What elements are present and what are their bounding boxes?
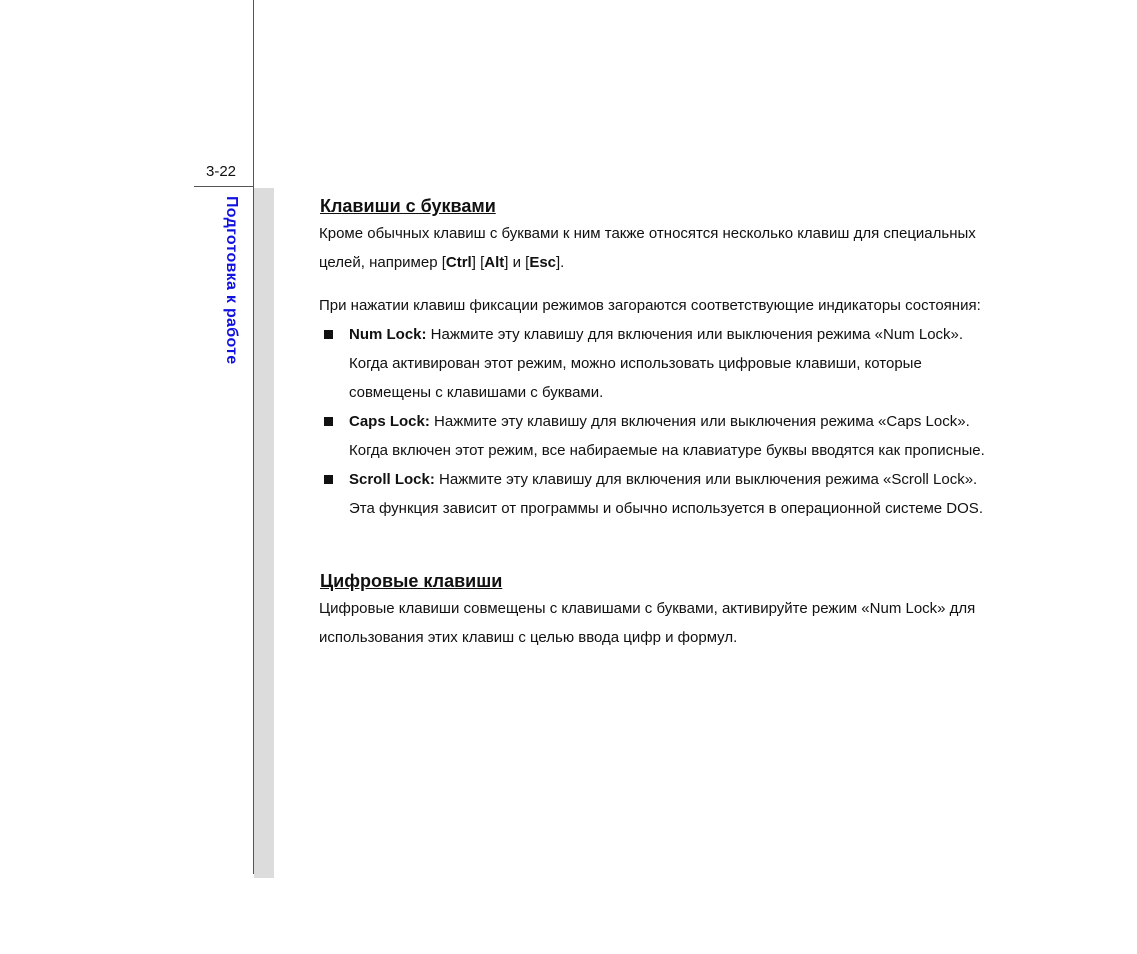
- key-ctrl: Ctrl: [445, 254, 472, 271]
- numeric-line-2: использования этих клавиш с целью ввода цифр и формул.: [319, 629, 738, 646]
- lock-keys-list: [319, 320, 1039, 523]
- list-item-scroll-lock-cont-1: Эта функция зависит от программы и обычно используется в операционной системе DOS.: [349, 500, 983, 517]
- intro-prefix: целей, например [: [319, 254, 446, 271]
- intro-sep-2: ] и [: [504, 254, 530, 271]
- section-label: Подготовка к работе: [223, 196, 240, 365]
- intro-line-1: Кроме обычных клавиш с буквами к ним также относятся несколько клавиш для специальных: [319, 225, 976, 242]
- intro-sep-1: ] [: [471, 254, 485, 271]
- margin-bar: [254, 188, 274, 878]
- list-item-caps-lock: [319, 407, 1039, 436]
- key-alt: Alt: [484, 254, 505, 271]
- heading-letter-keys: Клавиши с буквами: [320, 196, 496, 216]
- list-item-num-lock: [319, 320, 1039, 349]
- caps-lock-text-1: Нажмите эту клавишу для включения или выключения режима «Caps Lock».: [429, 413, 970, 430]
- heading-numeric-keys: Цифровые клавиши: [320, 571, 503, 591]
- intro-suffix: ].: [556, 254, 565, 271]
- indicators-intro: При нажатии клавиш фиксации режимов загораются соответствующие индикаторы состояния:: [319, 297, 981, 314]
- list-item-num-lock-cont-2: совмещены с клавишами с буквами.: [349, 384, 604, 401]
- page-number: 3-22: [206, 163, 237, 180]
- bullet-square-icon: [324, 330, 333, 339]
- list-item-scroll-lock: [319, 465, 1039, 494]
- bullet-square-icon: [324, 475, 333, 484]
- page-number-rule: [194, 186, 254, 187]
- intro-line-2: [319, 248, 1039, 277]
- list-item-caps-lock-cont-1: Когда включен этот режим, все набираемые на клавиатуре буквы вводятся как прописные.: [349, 442, 985, 459]
- term-num-lock: Num Lock:: [349, 326, 427, 343]
- key-esc: Esc: [529, 254, 557, 271]
- num-lock-text-1: Нажмите эту клавишу для включения или выключения режима «Num Lock».: [426, 326, 964, 343]
- term-caps-lock: Caps Lock:: [349, 413, 430, 430]
- scroll-lock-text-1: Нажмите эту клавишу для включения или выключения режима «Scroll Lock».: [434, 471, 978, 488]
- page-content: [319, 193, 1039, 652]
- term-scroll-lock: Scroll Lock:: [349, 471, 435, 488]
- bullet-square-icon: [324, 417, 333, 426]
- numeric-line-1: Цифровые клавиши совмещены с клавишами с буквами, активируйте режим «Num Lock» для: [319, 600, 976, 617]
- list-item-num-lock-cont-1: Когда активирован этот режим, можно использовать цифровые клавиши, которые: [349, 355, 922, 372]
